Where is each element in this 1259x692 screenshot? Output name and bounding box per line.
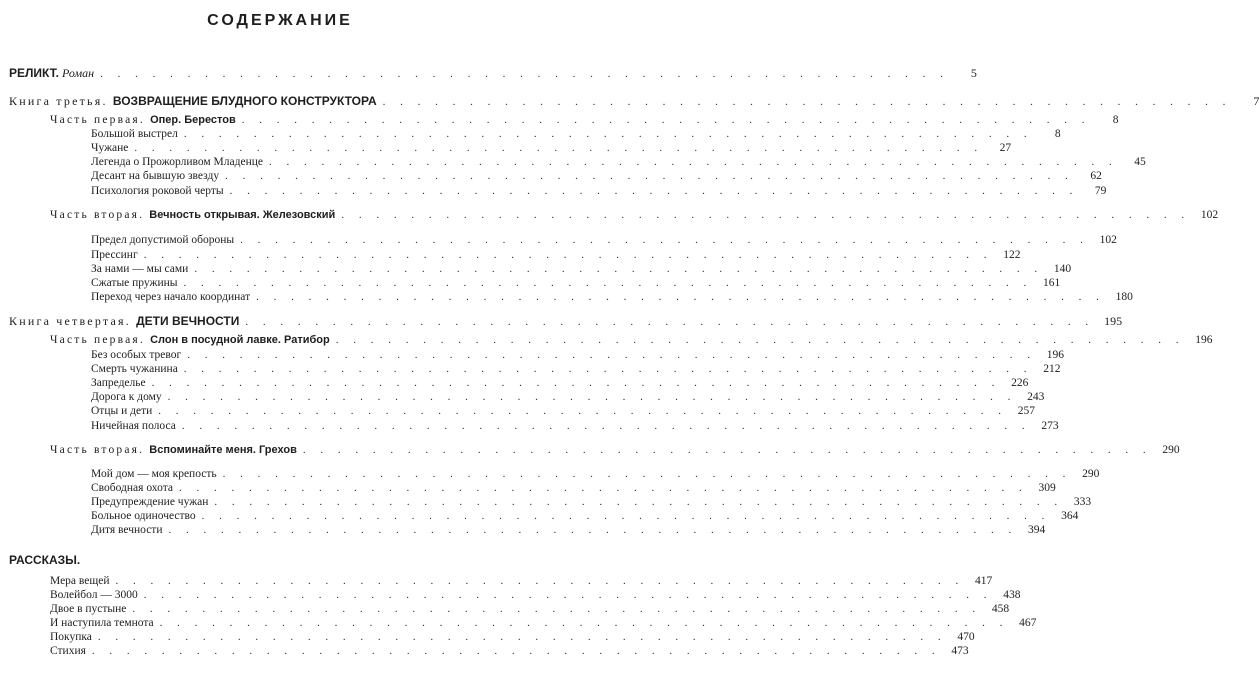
dot-leader: . . . . . . . . . . . . . . . . . . . . . . . . . . . . . . . . . . . . . . . . . . . . . . . . .	[201, 510, 1051, 522]
dot-leader: . . . . . . . . . . . . . . . . . . . . . . . . . . . . . . . . . . . . . . . . . . . . . . . . .	[222, 468, 1072, 480]
dot-leader: . . . . . . . . . . . . . . . . . . . . . . . . . . . . . . . . . . . . . . . . . . . . . . . . .	[302, 444, 1152, 456]
toc-entry-name: Дитя вечности	[91, 524, 163, 536]
toc-page-number: 62	[1090, 170, 1102, 182]
dot-leader: . . . . . . . . . . . . . . . . . . . . . . . . . . . . . . . . . . . . . . . . . . . . . . . . .	[97, 631, 947, 643]
toc-part	[50, 574, 993, 588]
toc-entry-title	[50, 616, 154, 630]
dot-leader: . . . . . . . . . . . . . . . . . . . . . . . . . . . . . . . . . . . . . . . . . . . . . . . . .	[183, 277, 1033, 289]
toc-entry-title	[91, 523, 162, 537]
toc-entry-name: Больное одиночество	[91, 510, 196, 522]
toc-entry-name: Мера вещей	[50, 575, 110, 587]
toc-entry-name: Переход через начало координат	[91, 291, 251, 303]
toc-entry-title	[91, 376, 146, 390]
toc-entry-title	[91, 390, 162, 404]
toc-entry-title	[9, 94, 377, 108]
toc-entry-title	[50, 574, 110, 588]
toc-section	[9, 314, 1123, 328]
toc-entry-name: Двое в пустыне	[50, 603, 127, 615]
toc-entry-name: Прессинг	[91, 249, 138, 261]
toc-entry-title	[50, 443, 297, 457]
dot-leader: . . . . . . . . . . . . . . . . . . . . . . . . . . . . . . . . . . . . . . . . . . . . . . . . .	[178, 482, 1028, 494]
toc-entry-title	[91, 467, 217, 481]
toc-page-number: 243	[1027, 391, 1045, 403]
toc-entry-label: Часть первая.	[50, 334, 151, 346]
dot-leader: . . . . . . . . . . . . . . . . . . . . . . . . . . . . . . . . . . . . . . . . . . . . . . . . .	[134, 142, 984, 154]
toc-entry-name: РЕЛИКТ.	[9, 66, 59, 80]
toc-entry-title	[91, 141, 128, 155]
toc-entry-name: Предел допустимой обороны	[91, 234, 235, 246]
toc-entry-title	[91, 348, 181, 362]
toc-page-number: 180	[1115, 291, 1133, 303]
toc-entry-name: Легенда о Прожорливом Младенце	[91, 156, 263, 168]
toc-entry-name: Запределье	[91, 377, 146, 389]
toc-page-number: 438	[1003, 589, 1021, 601]
toc-part	[50, 588, 1021, 602]
toc-entry-title	[91, 276, 178, 290]
toc-section	[9, 553, 544, 567]
toc-entry-name: Без особых тревог	[91, 349, 182, 361]
toc-page-number: 5	[970, 66, 977, 80]
toc-chapter	[91, 348, 1064, 362]
toc-chapter	[91, 376, 1029, 390]
toc-page-number: 8	[1054, 128, 1061, 140]
toc-chapter	[91, 169, 1102, 183]
toc-page-number: 290	[1162, 444, 1180, 456]
toc-entry-name: Сжатые пружины	[91, 277, 178, 289]
toc-entry-title	[91, 184, 224, 198]
toc-entry-title	[50, 208, 335, 222]
toc-entry-subtitle: Роман	[59, 66, 95, 80]
toc-page-number: 7	[1253, 94, 1259, 108]
dot-leader: . . . . . . . . . . . . . . . . . . . . . . . . . . . . . . . . . . . . . . . . . . . . . . . . .	[245, 316, 1095, 328]
toc-entry-name: Ничейная полоса	[91, 420, 176, 432]
dot-leader: . . . . . . . . . . . . . . . . . . . . . . . . . . . . . . . . . . . . . . . . . . . . . . . . .	[183, 128, 1033, 140]
toc-chapter	[91, 127, 1061, 141]
toc-page-number: 364	[1061, 510, 1079, 522]
toc-chapter	[91, 467, 1100, 481]
toc-chapter	[91, 495, 1092, 509]
dot-leader: . . . . . . . . . . . . . . . . . . . . . . . . . . . . . . . . . . . . . . . . . . . . . . . . .	[240, 234, 1089, 246]
toc-chapter	[91, 276, 1061, 290]
toc-chapter	[91, 362, 1061, 376]
toc-entry-title	[9, 66, 94, 80]
toc-chapter	[91, 481, 1056, 495]
dot-leader: . . . . . . . . . . . . . . . . . . . . . . . . . . . . . . . . . . . . . . . . . . . . . . . . .	[181, 420, 1031, 432]
dot-leader: . . . . . . . . . . . . . . . . . . . . . . . . . . . . . . . . . . . . . . . . . . . . . . . . .	[214, 496, 1064, 508]
toc-chapter	[91, 509, 1079, 523]
toc-entry-name: Большой выстрел	[91, 128, 178, 140]
toc-entry-name: ДЕТИ ВЕЧНОСТИ	[136, 314, 240, 328]
toc-entry-title	[91, 155, 263, 169]
toc-chapter	[91, 290, 1133, 304]
toc-page-number: 273	[1041, 420, 1059, 432]
toc-entry-name: Предупреждение чужан	[91, 496, 209, 508]
toc-page-number: 8	[1112, 114, 1119, 126]
toc-chapter	[91, 262, 1072, 276]
dot-leader: . . . . . . . . . . . . . . . . . . . . . . . . . . . . . . . . . . . . . . . . . . . . . . . . .	[151, 377, 1001, 389]
toc-section	[9, 66, 977, 80]
toc-page-number: 290	[1082, 468, 1100, 480]
dot-leader: . . . . . . . . . . . . . . . . . . . . . . . . . . . . . . . . . . . . . . . . . . . . . . . . .	[382, 96, 1232, 108]
toc-entry-title	[91, 290, 250, 304]
toc-entry-name: Вечность открывая. Железовский	[149, 209, 336, 221]
toc-part	[50, 113, 1119, 127]
dot-leader: . . . . . . . . . . . . . . . . . . . . . . . . . . . . . . . . . . . . . . . . . . . . . . . . .	[132, 603, 982, 615]
toc-page-number: 140	[1053, 263, 1072, 275]
toc-page-number: 212	[1043, 363, 1061, 375]
toc-chapter	[91, 248, 1021, 262]
toc-entry-name: Психология роковой черты	[91, 185, 224, 197]
toc-page-number: 473	[951, 645, 969, 657]
toc-entry-name: Вспоминайте меня. Грехов	[149, 444, 297, 456]
toc-page-number: 458	[991, 603, 1010, 615]
toc-entry-name: Смерть чужанина	[91, 363, 178, 375]
toc-page-number: 226	[1011, 377, 1029, 389]
toc-entry-label: Книга третья.	[9, 94, 113, 108]
dot-leader: . . . . . . . . . . . . . . . . . . . . . . . . . . . . . . . . . . . . . . . . . . . . . . . . .	[187, 349, 1036, 361]
toc-entry-title	[9, 314, 239, 328]
dot-leader: . . . . . . . . . . . . . . . . . . . . . . . . . . . . . . . . . . . . . . . . . . . . . . . . .	[100, 68, 949, 80]
toc-entry-title	[50, 644, 86, 658]
toc-entry-title	[91, 495, 208, 509]
toc-part	[50, 616, 1037, 630]
toc-part	[50, 644, 969, 658]
toc-chapter	[91, 419, 1059, 433]
toc-entry-title	[91, 248, 138, 262]
toc-entry-title	[91, 262, 188, 276]
toc-entry-name: Отцы и дети	[91, 405, 153, 417]
toc-part	[50, 443, 1180, 457]
dot-leader: . . . . . . . . . . . . . . . . . . . . . . . . . . . . . . . . . . . . . . . . . . . . . . . . .	[115, 575, 965, 587]
toc-entry-title	[50, 602, 126, 616]
toc-chapter	[91, 523, 1046, 537]
toc-entry-title	[91, 419, 176, 433]
toc-chapter	[91, 155, 1146, 169]
toc-page-number: 309	[1038, 482, 1056, 494]
toc-entry-title	[50, 630, 92, 644]
toc-entry-name: Дорога к дому	[91, 391, 162, 403]
toc-page-number: 196	[1195, 334, 1213, 346]
dot-leader: . . . . . . . . . . . . . . . . . . . . . . . . . . . . . . . . . . . . . . . . . . . . . . . . .	[159, 617, 1009, 629]
toc-part	[50, 602, 1010, 616]
toc-entry-title	[91, 509, 196, 523]
toc-page-number: 333	[1073, 496, 1092, 508]
toc-entry-name: Мой дом — моя крепость	[91, 468, 217, 480]
dot-leader: . . . . . . . . . . . . . . . . . . . . . . . . . . . . . . . . . . . . . . . . . . . . . . . . .	[143, 249, 993, 261]
dot-leader: . . . . . . . . . . . . . . . . . . . . . . . . . . . . . . . . . . . . . . . . . . . . . . . . .	[341, 209, 1191, 221]
dot-leader: . . . . . . . . . . . . . . . . . . . . . . . . . . . . . . . . . . . . . . . . . . . . . . . . .	[158, 405, 1008, 417]
toc-entry-name: Десант на бывшую звезду	[91, 170, 220, 182]
toc-entry-title	[50, 113, 236, 127]
dot-leader: . . . . . . . . . . . . . . . . . . . . . . . . . . . . . . . . . . . . . . . . . . . . . . . . .	[143, 589, 993, 601]
toc-section	[9, 94, 1259, 108]
dot-leader: . . . . . . . . . . . . . . . . . . . . . . . . . . . . . . . . . . . . . . . . . . . . . . . . .	[229, 185, 1079, 197]
toc-page-number: 161	[1043, 277, 1061, 289]
dot-leader: . . . . . . . . . . . . . . . . . . . . . . . . . . . . . . . . . . . . . . . . . . . . . . . . .	[91, 645, 941, 657]
toc-entry-name: Стихия	[50, 645, 86, 657]
toc-part	[50, 333, 1213, 347]
toc-chapter	[91, 233, 1117, 247]
dot-leader: . . . . . . . . . . . . . . . . . . . . . . . . . . . . . . . . . . . . . . . . . . . . . . . . .	[269, 156, 1118, 168]
toc-entry-title	[91, 481, 173, 495]
toc-chapter	[91, 184, 1107, 198]
toc-entry-label: Часть первая.	[50, 114, 151, 126]
toc-entry-title	[91, 404, 152, 418]
dot-leader: . . . . . . . . . . . . . . . . . . . . . . . . . . . . . . . . . . . . . . . . . . . . . . . . .	[167, 391, 1017, 403]
toc-entry-name: Волейбол — 3000	[50, 589, 138, 601]
dot-leader: . . . . . . . . . . . . . . . . . . . . . . . . . . . . . . . . . . . . . . . . . . . . . . . . .	[335, 334, 1185, 346]
toc-entry-title	[50, 333, 330, 347]
toc-part	[50, 630, 975, 644]
toc-entry-name: РАССКАЗЫ.	[9, 553, 81, 567]
toc-entry-title	[91, 169, 219, 183]
toc-chapter	[91, 390, 1045, 404]
toc-entry-title	[50, 588, 138, 602]
toc-page-number: 417	[975, 575, 993, 587]
dot-leader: . . . . . . . . . . . . . . . . . . . . . . . . . . . . . . . . . . . . . . . . . . . . . . . . .	[168, 524, 1018, 536]
dot-leader: . . . . . . . . . . . . . . . . . . . . . . . . . . . . . . . . . . . . . . . . . . . . . . . . .	[241, 114, 1091, 126]
dot-leader: . . . . . . . . . . . . . . . . . . . . . . . . . . . . . . . . . . . . . . . . . . . . . . . . .	[225, 170, 1074, 182]
dot-leader: . . . . . . . . . . . . . . . . . . . . . . . . . . . . . . . . . . . . . . . . . . . . . . . . .	[194, 263, 1044, 275]
toc-entry-title	[91, 233, 234, 247]
toc-entry-name: ВОЗВРАЩЕНИЕ БЛУДНОГО КОНСТРУКТОРА	[112, 94, 377, 108]
toc-page-number: 196	[1046, 349, 1064, 361]
toc-chapter	[91, 404, 1036, 418]
toc-entry-name: Свободная охота	[91, 482, 173, 494]
toc-entry-label: Часть вторая.	[50, 444, 150, 456]
toc-entry-name: Опер. Берестов	[150, 114, 236, 126]
toc-page-number: 394	[1027, 524, 1046, 536]
toc-entry-label: Часть вторая.	[50, 209, 150, 221]
toc-page-number: 79	[1094, 185, 1107, 197]
toc-entry-name: Чужане	[91, 142, 129, 154]
toc-page-number: 467	[1019, 617, 1037, 629]
toc-entry-title	[91, 362, 178, 376]
toc-page-number: 102	[1200, 209, 1219, 221]
dot-leader: . . . . . . . . . . . . . . . . . . . . . . . . . . . . . . . . . . . . . . . . . . . . . . . . .	[256, 291, 1105, 303]
toc-page-number: 195	[1104, 314, 1123, 328]
toc-page-number: 27	[999, 142, 1012, 154]
toc-page-number: 102	[1099, 234, 1117, 246]
toc-entry-title	[91, 127, 178, 141]
toc-entry-label: Книга четвертая.	[9, 314, 137, 328]
dot-leader: . . . . . . . . . . . . . . . . . . . . . . . . . . . . . . . . . . . . . . . . . . . . . . . . .	[183, 363, 1033, 375]
toc-chapter	[91, 141, 1012, 155]
toc-page-number: 470	[957, 631, 975, 643]
toc-entry-title	[9, 553, 80, 567]
toc-page-number: 257	[1017, 405, 1036, 417]
toc-entry-name: За нами — мы сами	[91, 263, 189, 275]
page-title: СОДЕРЖАНИЕ	[207, 12, 353, 29]
toc-part	[50, 208, 1219, 222]
toc-page-number: 45	[1134, 156, 1146, 168]
toc-entry-name: Покупка	[50, 631, 92, 643]
toc-entry-name: И наступила темнота	[50, 617, 154, 629]
toc-entry-name: Слон в посудной лавке. Ратибор	[150, 334, 330, 346]
toc-page-number: 122	[1003, 249, 1021, 261]
